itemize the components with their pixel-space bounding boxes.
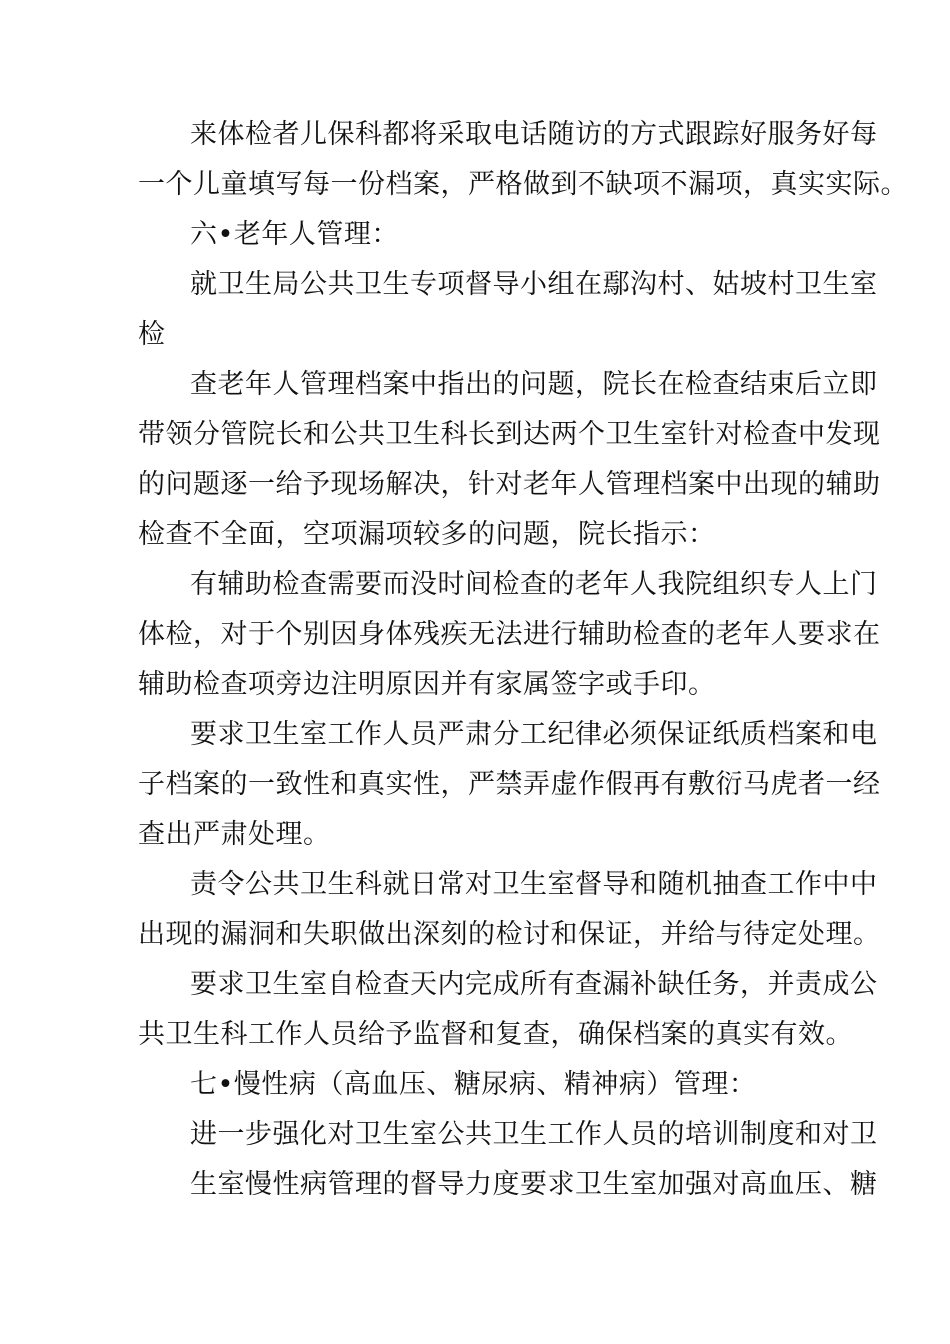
text-line: 就卫生局公共卫生专项督导小组在鄢沟村、姑坡村卫生室 <box>190 269 878 300</box>
text-line: 辅助检查项旁边注明原因并有家属签字或手印。 <box>138 669 716 700</box>
text-line: 的问题逐一给予现场解决，针对老年人管理档案中出现的辅助 <box>138 469 881 500</box>
text-line: 检查不全面，空项漏项较多的问题，院长指示： <box>138 519 716 550</box>
text-line: 子档案的一致性和真实性，严禁弄虚作假再有敷衍马虎者一经 <box>138 769 881 800</box>
text-line: 要求卫生室工作人员严肃分工纪律必须保证纸质档案和电 <box>190 719 878 750</box>
text-line: 生室慢性病管理的督导力度要求卫生室加强对高血压、糖 <box>190 1169 878 1200</box>
text-line: 共卫生科工作人员给予监督和复查，确保档案的真实有效。 <box>138 1019 853 1050</box>
text-line: 责令公共卫生科就日常对卫生室督导和随机抽查工作中中 <box>190 869 878 900</box>
text-line: 带领分管院长和公共卫生科长到达两个卫生室针对检查中发现 <box>138 419 881 450</box>
text-line: 检 <box>138 319 166 350</box>
text-line: 进一步强化对卫生室公共卫生工作人员的培训制度和对卫 <box>190 1119 878 1150</box>
text-line: 有辅助检查需要而没时间检查的老年人我院组织专人上门 <box>190 569 878 600</box>
text-line: 查出严肃处理。 <box>138 819 331 850</box>
text-line: 要求卫生室自检查天内完成所有查漏补缺任务，并责成公 <box>190 969 878 1000</box>
text-line: 查老年人管理档案中指出的问题，院长在检查结束后立即 <box>190 369 878 400</box>
text-line: 体检，对于个别因身体残疾无法进行辅助检查的老年人要求在 <box>138 619 881 650</box>
text-line: 来体检者儿保科都将采取电话随访的方式跟踪好服务好每 <box>190 119 878 150</box>
text-line: 一个儿童填写每一份档案，严格做到不缺项不漏项，真实实际。 <box>138 169 908 200</box>
text-line: 出现的漏洞和失职做出深刻的检讨和保证，并给与待定处理。 <box>138 919 881 950</box>
section-heading: 六•老年人管理： <box>190 219 399 250</box>
section-heading: 七•慢性病（高血压、糖尿病、精神病）管理： <box>190 1069 757 1100</box>
